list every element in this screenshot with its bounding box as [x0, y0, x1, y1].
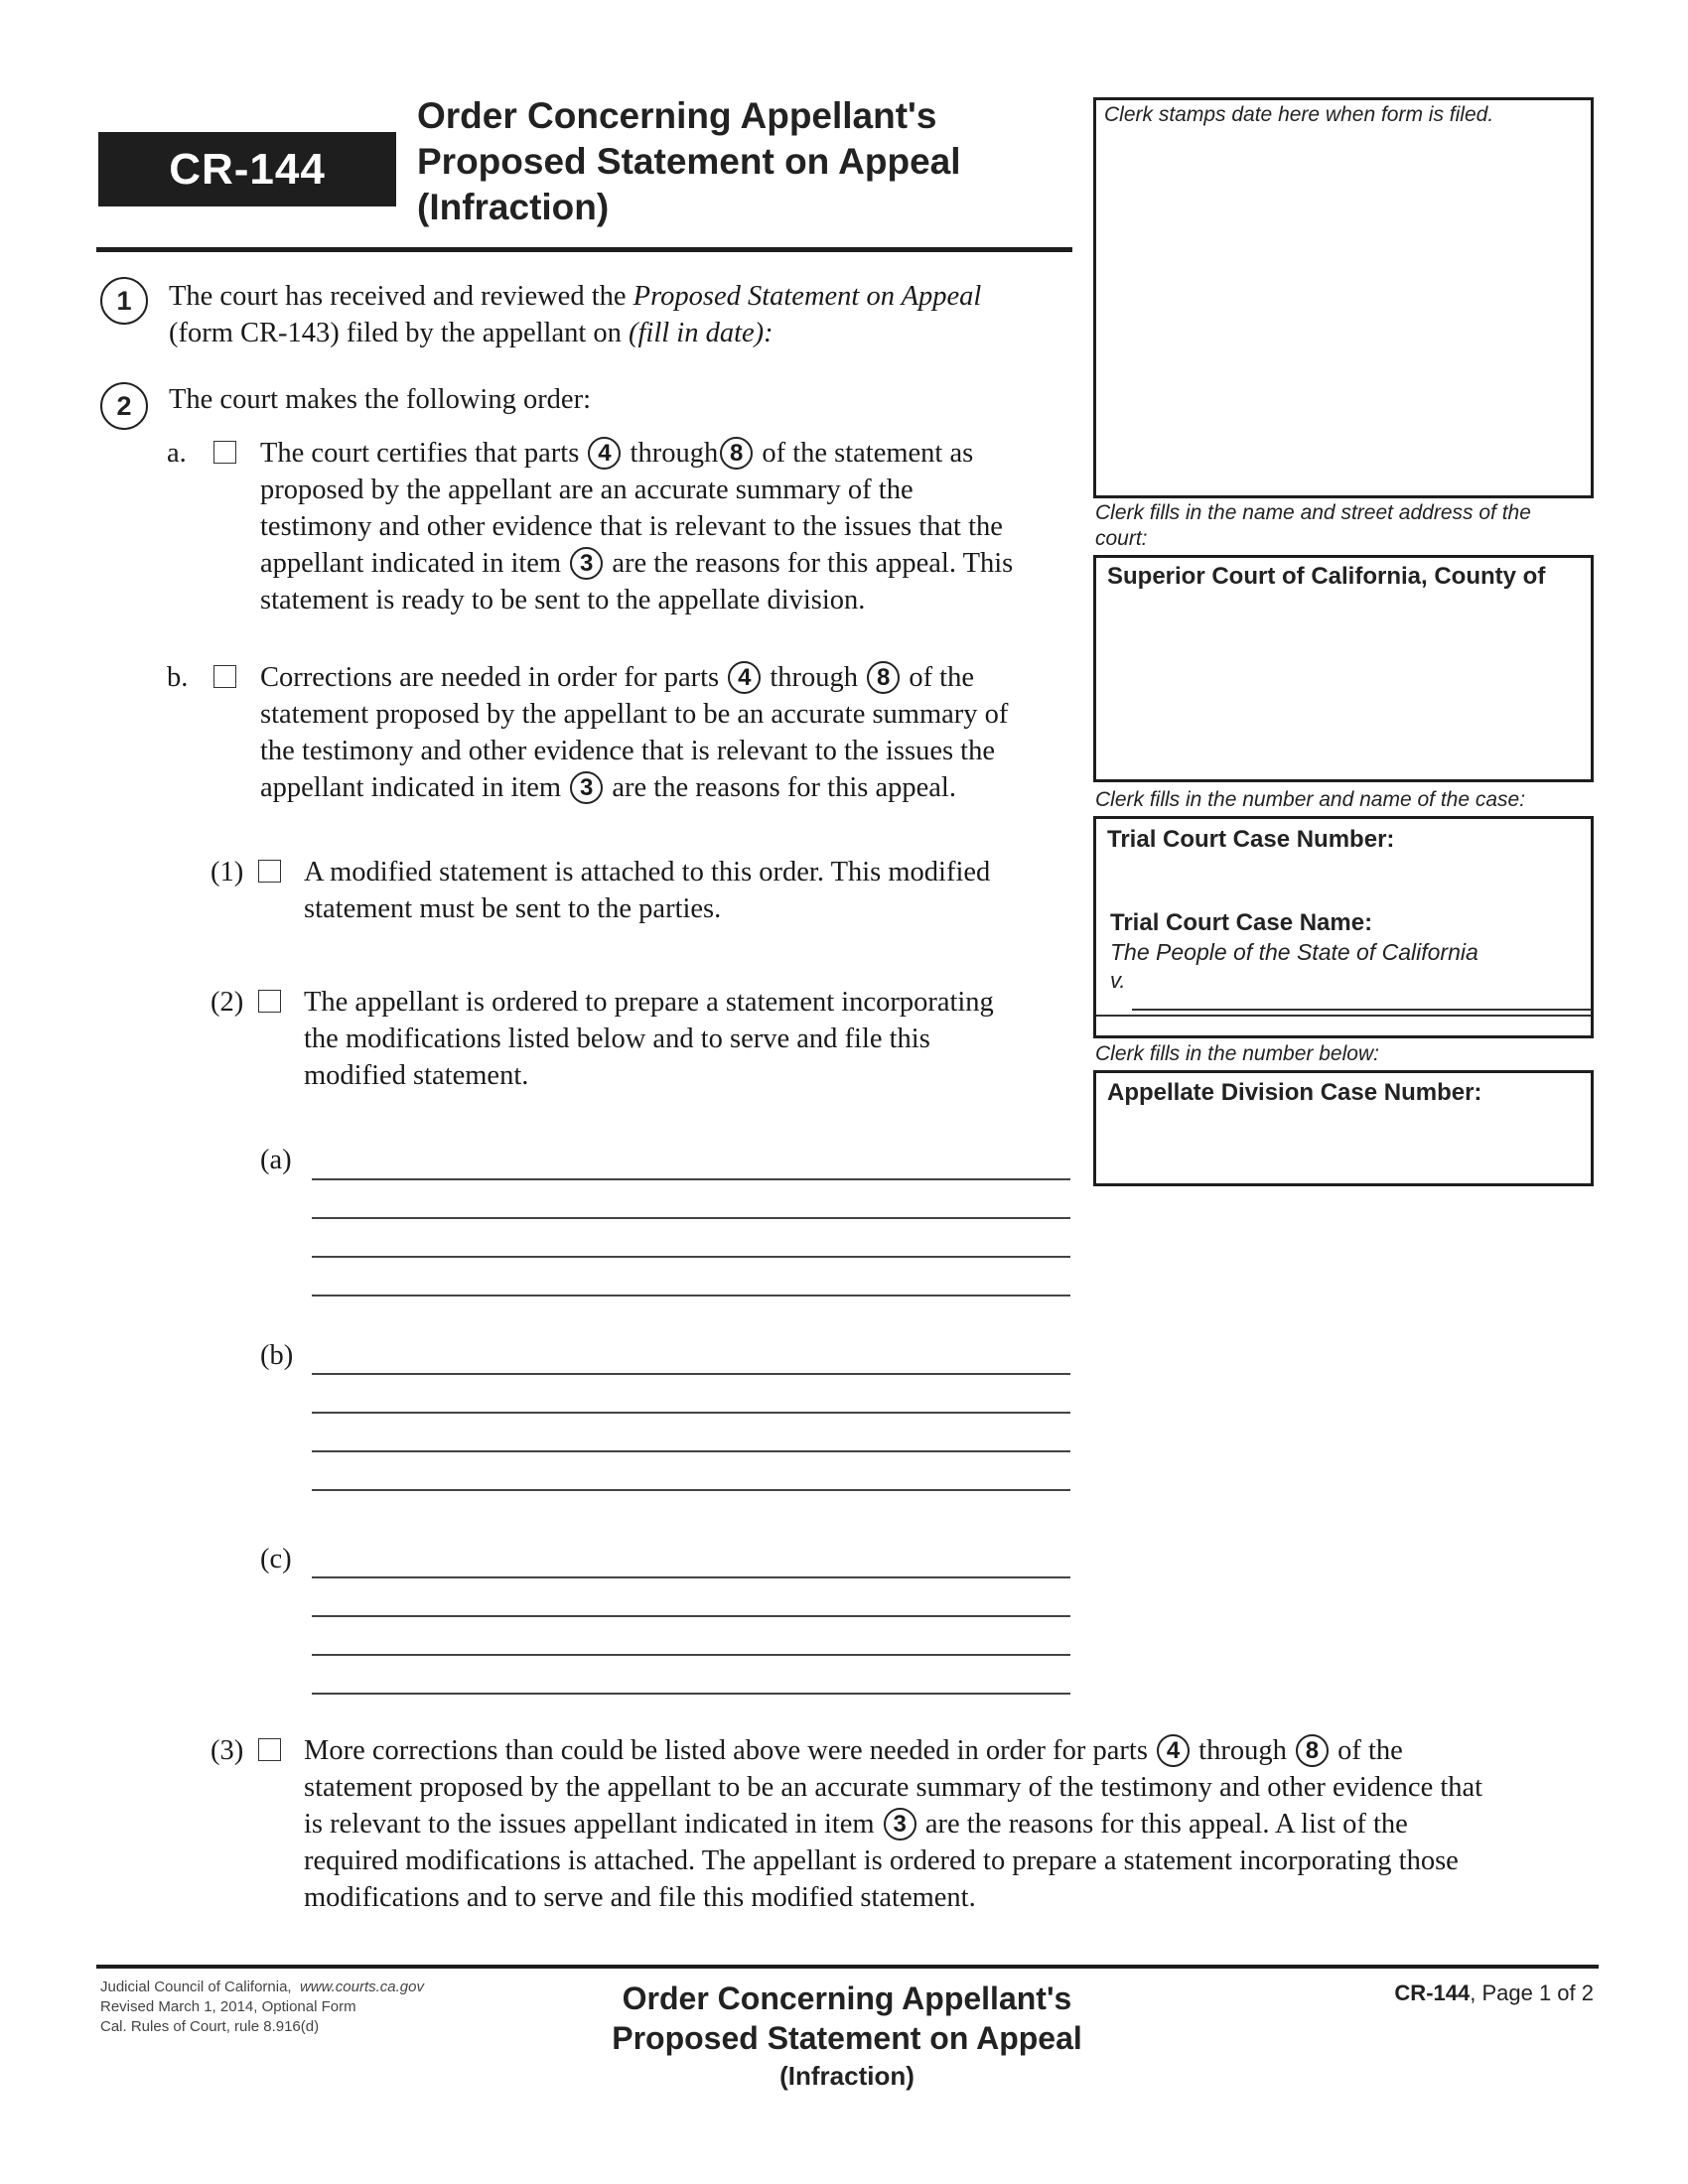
- item-2a-line-3: testimony and other evidence that is relevant to the issues that the: [260, 511, 1003, 542]
- modification-a-line-4[interactable]: [312, 1295, 1070, 1297]
- option-2-line-2: the modifications listed below and to serve and file this: [304, 1024, 930, 1054]
- court-name-label: Superior Court of California, County of: [1107, 563, 1546, 590]
- item-ref-3: 3: [570, 547, 603, 580]
- item-2b-letter: b.: [167, 662, 189, 693]
- modification-c-line-3[interactable]: [312, 1654, 1070, 1656]
- option-2-checkbox[interactable]: [258, 990, 281, 1013]
- trial-case-name-label: Trial Court Case Name:: [1110, 909, 1373, 936]
- option-1-line-2: statement must be sent to the parties.: [304, 893, 722, 924]
- item-2b-line-1: Corrections are needed in order for parts 4 through 8 of the: [260, 662, 974, 693]
- option-2-line-3: modified statement.: [304, 1060, 529, 1091]
- item-2b-checkbox[interactable]: [213, 665, 236, 688]
- part-ref-4: 4: [728, 661, 761, 694]
- modification-c-line-1[interactable]: [312, 1576, 1070, 1578]
- item-2a-line-1: The court certifies that parts 4 through 8 of the statement as: [260, 438, 974, 469]
- modification-a-line-3[interactable]: [312, 1256, 1070, 1258]
- footer-title-line-2: Proposed Statement on Appeal: [612, 2020, 1082, 2056]
- item-1-line-2: (form CR-143) filed by the appellant on (fill in date):: [169, 318, 774, 348]
- option-3-line-1: More corrections than could be listed above were needed in order for parts 4 through 8 of the: [304, 1735, 1403, 1766]
- defendant-name-line[interactable]: [1132, 1009, 1591, 1011]
- option-1-checkbox[interactable]: [258, 860, 281, 883]
- versus-label: v.: [1110, 968, 1126, 993]
- item-2b-line-3: the testimony and other evidence that is relevant to the issues the: [260, 736, 995, 766]
- form-title-line-1: Order Concerning Appellant's: [417, 95, 937, 136]
- option-3-line-4: required modifications is attached. The appellant is ordered to prepare a statement incorporating those: [304, 1845, 1459, 1876]
- item-2-marker: 2: [100, 382, 148, 430]
- footer-revised: Revised March 1, 2014, Optional Form: [100, 1998, 356, 2015]
- option-3-checkbox[interactable]: [258, 1738, 281, 1761]
- footer-title-line-1: Order Concerning Appellant's: [622, 1980, 1072, 2016]
- item-ref-3: 3: [570, 771, 603, 804]
- item-1-line-1: The court has received and reviewed the Proposed Statement on Appeal: [169, 281, 982, 312]
- trial-case-number-label: Trial Court Case Number:: [1107, 826, 1395, 853]
- option-3-label: (3): [211, 1735, 244, 1766]
- modification-c-label: (c): [260, 1544, 292, 1574]
- footer-title-line-3: (Infraction): [779, 2061, 914, 2091]
- item-2a-line-2: proposed by the appellant are an accurate summary of the: [260, 475, 914, 505]
- modification-a-label: (a): [260, 1145, 292, 1175]
- modification-b-label: (b): [260, 1340, 294, 1371]
- form-title-line-3: (Infraction): [417, 187, 610, 227]
- item-2a-checkbox[interactable]: [213, 441, 236, 464]
- form-number-badge: CR-144: [98, 132, 396, 206]
- appellate-case-number-box[interactable]: [1093, 1070, 1594, 1186]
- modification-a-line-1[interactable]: [312, 1178, 1070, 1180]
- part-ref-8: 8: [720, 437, 753, 470]
- part-ref-8: 8: [1296, 1734, 1329, 1767]
- court-address-box[interactable]: [1093, 555, 1594, 782]
- clerk-stamp-box[interactable]: [1093, 97, 1594, 498]
- item-1-marker: 1: [100, 277, 148, 325]
- appellate-case-number-label: Appellate Division Case Number:: [1107, 1079, 1482, 1106]
- footer-page-info: CR-144, Page 1 of 2: [1394, 1980, 1594, 2005]
- court-address-note-2: court:: [1095, 527, 1148, 550]
- case-info-note: Clerk fills in the number and name of the case:: [1095, 788, 1526, 811]
- option-1-line-1: A modified statement is attached to this order. This modified: [304, 857, 991, 887]
- part-ref-4: 4: [588, 437, 621, 470]
- footer-divider: [96, 1965, 1599, 1969]
- modification-b-line-2[interactable]: [312, 1412, 1070, 1414]
- clerk-stamp-note: Clerk stamps date here when form is filed.: [1104, 103, 1494, 126]
- item-2b-line-2: statement proposed by the appellant to be an accurate summary of: [260, 699, 1009, 730]
- appellate-number-note: Clerk fills in the number below:: [1095, 1042, 1379, 1065]
- item-2a-line-5: statement is ready to be sent to the appellate division.: [260, 585, 866, 615]
- modification-a-line-2[interactable]: [312, 1217, 1070, 1219]
- case-info-box[interactable]: [1093, 816, 1594, 1038]
- option-2-line-1: The appellant is ordered to prepare a statement incorporating: [304, 987, 994, 1018]
- option-3-line-2: statement proposed by the appellant to be an accurate summary of the testimony and other evidence that: [304, 1772, 1483, 1803]
- item-2b-line-4: appellant indicated in item 3 are the reasons for this appeal.: [260, 772, 956, 803]
- part-ref-8: 8: [867, 661, 900, 694]
- option-3-line-5: modifications and to serve and file this modified statement.: [304, 1882, 976, 1913]
- option-1-label: (1): [211, 857, 244, 887]
- modification-b-line-4[interactable]: [312, 1489, 1070, 1491]
- header-divider: [96, 247, 1072, 252]
- item-ref-3: 3: [884, 1808, 916, 1841]
- option-3-line-3: is relevant to the issues appellant indicated in item 3 are the reasons for this appeal. A list of the: [304, 1809, 1408, 1840]
- case-box-divider: [1096, 1015, 1591, 1017]
- item-2a-line-4: appellant indicated in item 3 are the reasons for this appeal. This: [260, 548, 1014, 579]
- modification-b-line-3[interactable]: [312, 1450, 1070, 1452]
- part-ref-4: 4: [1157, 1734, 1190, 1767]
- item-2-intro: The court makes the following order:: [169, 384, 591, 415]
- modification-c-line-2[interactable]: [312, 1615, 1070, 1617]
- form-title-line-2: Proposed Statement on Appeal: [417, 141, 961, 182]
- modification-b-line-1[interactable]: [312, 1373, 1070, 1375]
- modification-c-line-4[interactable]: [312, 1693, 1070, 1695]
- option-2-label: (2): [211, 987, 244, 1018]
- footer-council: Judicial Council of California, www.courts.ca.gov: [100, 1979, 424, 1995]
- footer-rule: Cal. Rules of Court, rule 8.916(d): [100, 2018, 320, 2035]
- item-2a-letter: a.: [167, 438, 187, 469]
- court-address-note: Clerk fills in the name and street address of the: [1095, 501, 1531, 524]
- people-of-california: The People of the State of California: [1110, 939, 1478, 965]
